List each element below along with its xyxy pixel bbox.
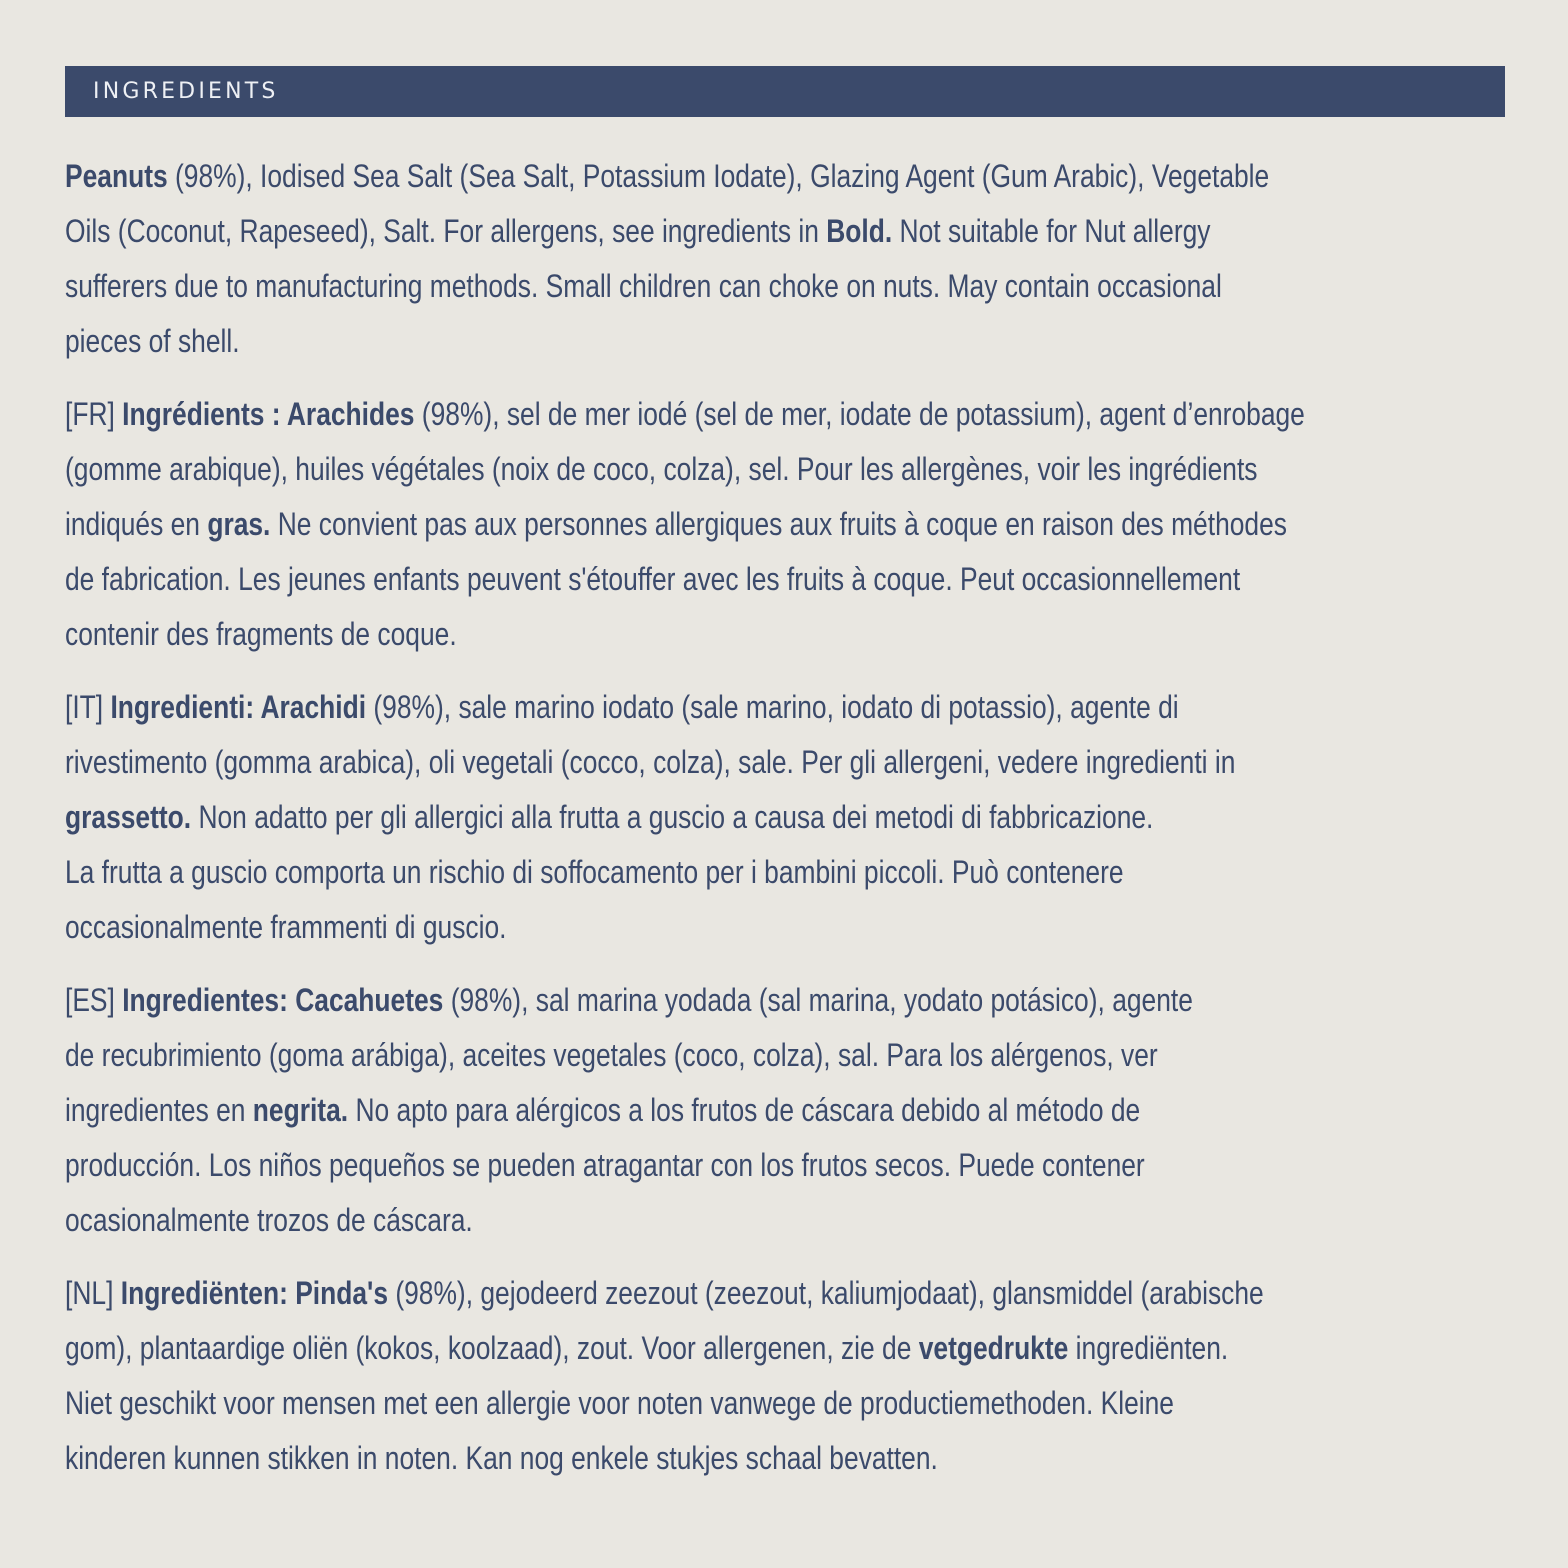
es-tag: [ES] [65,981,123,1018]
ingredients-content [65,148,1510,1503]
en-text-1: (98%), Iodised Sea Salt (Sea Salt, Potassium Iodate), Glazing Agent (Gum Arabic), Vegetable Oils (Coconut, Rapeseed), Salt. For allergens, see ingredients in [65,157,1270,249]
nl-tag: [NL] [65,1274,121,1311]
it-heading-bold: Ingredienti: Arachidi [110,688,367,725]
nl-bold-word: vetgedrukte [918,1329,1069,1366]
en-text-2: Not suitable for Nut allergy sufferers due to manufacturing methods. Small children can choke on nuts. May contain occasional pieces of shell. [65,212,1222,359]
it-bold-word: grassetto. [65,798,192,835]
es-heading-bold: Ingredientes: Cacahuetes [122,981,444,1018]
en-name-bold: Peanuts [65,157,168,194]
en-bold-word: Bold. [826,212,893,249]
it-tag: [IT] [65,688,111,725]
it-text-1: (98%), sale marino iodato (sale marino, iodato di potassio), agente di rivestimento (gomma arabica), oli vegetali (cocco, colza), sale. Per gli allergeni, vedere ingredienti in [65,688,1236,780]
nl-heading-bold: Ingrediënten: Pinda's [120,1274,389,1311]
ingredients-header-bar [65,66,1505,117]
ingredients-nl-paragraph [65,1265,1511,1485]
es-text-1: (98%), sal marina yodada (sal marina, yodato potásico), agente de recubrimiento (goma arábiga), aceites vegetales (coco, colza), sal. Para los alérgenos, ver ingredientes en [65,981,1193,1128]
es-text-2: No apto para alérgicos a los frutos de cáscara debido al método de producción. Los niños pequeños se pueden atragantar con los frutos secos. Puede contener ocasionalmente trozos de cáscara. [65,1091,1145,1238]
nl-text-1: (98%), gejodeerd zeezout (zeezout, kaliumjodaat), glansmiddel (arabische gom), plantaardige oliën (kokos, koolzaad), zout. Voor allergenen, zie de [65,1274,1264,1366]
ingredients-fr-paragraph [65,386,1511,661]
fr-tag: [FR] [65,395,123,432]
fr-bold-word: gras. [207,505,271,542]
ingredients-it-paragraph [65,679,1511,954]
fr-heading-bold: Ingrédients : Arachides [122,395,415,432]
ingredients-es-paragraph [65,972,1511,1247]
ingredients-en-paragraph [65,148,1511,368]
header-title: INGREDIENTS [93,79,279,104]
fr-text-1: (98%), sel de mer iodé (sel de mer, iodate de potassium), agent d’enrobage (gomme arabique), huiles végétales (noix de coco, colza), sel. Pour les allergènes, voir les ingrédients indiqués en [65,395,1305,542]
fr-text-2: Ne convient pas aux personnes allergiques aux fruits à coque en raison des méthodes de fabrication. Les jeunes enfants peuvent s'étouffer avec les fruits à coque. Peut occasionnellement contenir des fragments de coque. [65,505,1287,652]
nl-text-2: ingrediënten. Niet geschikt voor mensen met een allergie voor noten vanwege de productiemethoden. Kleine kinderen kunnen stikken in noten. Kan nog enkele stukjes schaal bevatten. [65,1329,1229,1476]
it-text-2: Non adatto per gli allergici alla frutta a guscio a causa dei metodi di fabbricazione. La frutta a guscio comporta un rischio di soffocamento per i bambini piccoli. Può contenere occasionalmente frammenti di guscio. [65,798,1154,945]
es-bold-word: negrita. [252,1091,349,1128]
